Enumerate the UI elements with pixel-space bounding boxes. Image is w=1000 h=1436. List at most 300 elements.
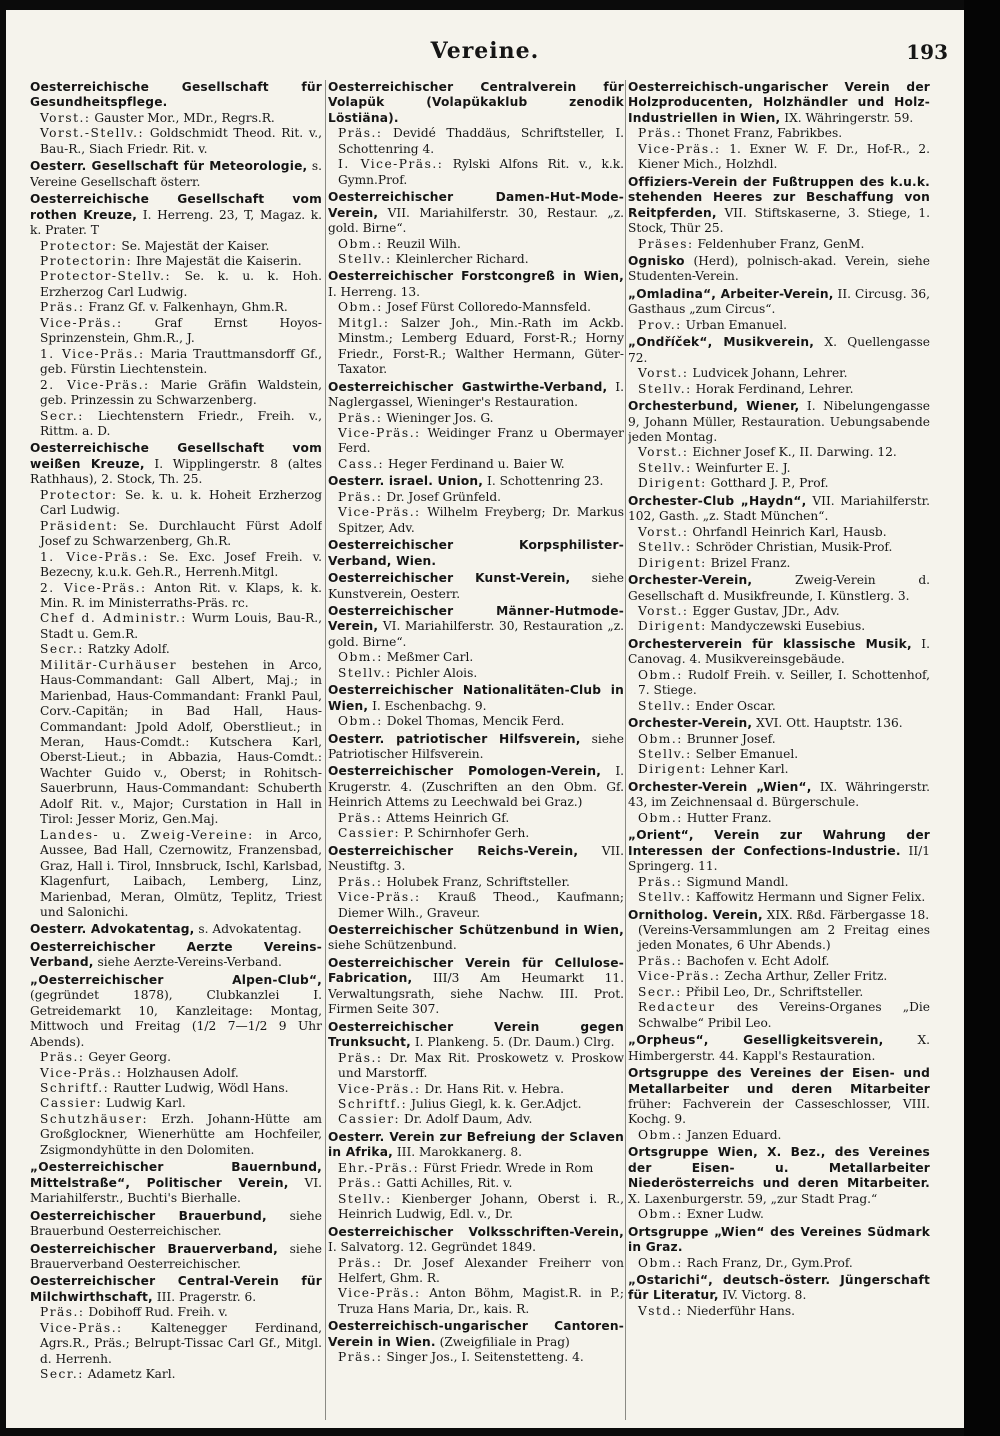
officer-role: Cassier:: [338, 826, 401, 841]
officer-name: Rach Franz, Dr., Gym.Prof.: [686, 1255, 853, 1270]
entry-officer-line: [30, 409, 322, 440]
entry-details: I. Herreng. 13.: [328, 284, 421, 299]
directory-entry: [328, 1020, 624, 1128]
officer-role: Präs.:: [338, 410, 383, 425]
directory-entry: [328, 604, 624, 681]
officer-role: Ehr.-Präs.:: [338, 1160, 420, 1175]
officer-role: 2. Vice-Präs.:: [40, 377, 150, 392]
entry-name: Oesterr. Gesellschaft für Meteorologie,: [30, 159, 308, 174]
officer-name: Geyer Georg.: [88, 1050, 171, 1065]
directory-entry: [328, 474, 624, 536]
entry-details: X. Quellengasse 72.: [628, 335, 930, 365]
officer-name: Wurm Louis, Bau-R., Stadt u. Gem.R.: [40, 611, 322, 641]
directory-entry: [30, 192, 322, 439]
directory-entry: [628, 1066, 930, 1143]
officer-name: Horak Ferdinand, Lehrer.: [695, 381, 854, 396]
directory-entry: [30, 973, 322, 1158]
officer-name: Zecha Arthur, Zeller Fritz.: [724, 969, 888, 984]
directory-entry: [628, 573, 930, 635]
officer-role: Stellv.:: [638, 460, 692, 475]
officer-name: Ludvicek Johann, Lehrer.: [692, 366, 848, 381]
officer-role: Präs.:: [338, 874, 383, 889]
entry-details: I. Krugerstr. 4. (Zuschriften an den Obm. Gf. Heinrich Attems zu Leechwald bei Graz.): [328, 764, 624, 810]
entry-officer-line: [628, 1304, 930, 1319]
officer-name: Přibil Leo, Dr., Schriftsteller.: [685, 984, 864, 999]
entry-name: Oesterreichisch-ungarischer Cantoren-Verein in Wien.: [328, 1319, 624, 1349]
officer-name: Brizel Franz.: [710, 555, 791, 570]
entry-name: Oesterreichischer Korpsphilister-Verband, Wien.: [328, 538, 624, 568]
entry-details: (gegründet 1878), Clubkanzlei I. Getreidemarkt 10, Kanzleitage: Montag, Mittwoch und Freitag (1/2 7—1/2 9 Uhr Abends).: [30, 988, 322, 1049]
entry-name: Oesterreichische Gesellschaft vom rothen Kreuze,: [30, 192, 322, 222]
officer-role: Prov.:: [638, 317, 682, 332]
directory-entry: [30, 940, 322, 971]
officer-role: Secr.:: [40, 642, 84, 657]
entry-name: Oesterreichischer Pomologen-Verein,: [328, 764, 602, 779]
entry-officer-line: [30, 126, 322, 157]
entry-name: Oesterreichischer Männer-Hutmode-Verein,: [328, 603, 624, 634]
entry-officer-line: [628, 525, 930, 540]
entry-name: Oesterreichisch-ungarischer Verein der Holzproducenten, Holzhändler und Holz-Industriellen in Wien,: [628, 80, 930, 125]
page-title: Vereine.: [430, 38, 540, 64]
entry-details: II/1 Springerg. 11.: [628, 843, 930, 874]
officer-name: Liechtenstern Friedr., Freih. v., Rittm. a. D.: [40, 408, 322, 438]
entry-officer-line: [328, 811, 624, 826]
officer-role: Protectorin:: [40, 253, 133, 268]
entry-details: I. Salvatorg. 12. Gegründet 1849.: [328, 1240, 537, 1255]
entry-officer-line: [328, 875, 624, 890]
officer-role: Cass.:: [338, 456, 385, 471]
entry-details: (Zweigfiliale in Prag): [439, 1334, 570, 1349]
directory-entry: [628, 716, 930, 778]
directory-entry: [30, 1160, 322, 1206]
officer-role: Vorst.:: [40, 110, 91, 125]
entry-officer-line: [328, 126, 624, 157]
entry-name: Ornitholog. Verein,: [628, 907, 763, 922]
entry-officer-line: [30, 581, 322, 612]
officer-name: Singer Jos., I. Seitenstetteng. 4.: [386, 1350, 584, 1365]
officer-name: Niederführ Hans.: [686, 1303, 796, 1318]
officer-role: Präs.:: [338, 810, 383, 825]
officer-name: Se. Durchlaucht Fürst Adolf Josef zu Schwarzenberg, Gh.R.: [40, 518, 322, 549]
entry-officer-line: [30, 1112, 322, 1158]
officer-role: Protector:: [40, 238, 118, 253]
directory-entry: [328, 1130, 624, 1223]
entry-officer-line: [30, 1096, 322, 1111]
entry-details: VII. Neustiftg. 3.: [328, 843, 624, 874]
entry-officer-line: [30, 519, 322, 550]
entry-officer-line: [328, 1176, 624, 1191]
officer-name: Gatti Achilles, Rit. v.: [386, 1176, 513, 1191]
officer-role: Präs.:: [40, 300, 85, 315]
entry-details: siehe Aerzte-Vereins-Verband.: [97, 955, 282, 970]
officer-role: Vice-Präs.:: [40, 1320, 123, 1335]
officer-role: Vstd.:: [638, 1303, 683, 1318]
entry-officer-line: [628, 969, 930, 984]
directory-entry: [328, 269, 624, 377]
directory-entry: [628, 80, 930, 173]
entry-details: I. Naglergassel, Wieninger's Restauration.: [328, 379, 624, 410]
officer-name: Schröder Christian, Musik-Prof.: [695, 540, 893, 555]
officer-role: Präs.:: [338, 1176, 383, 1191]
entry-name: Oesterreichischer Brauerverband,: [30, 1241, 278, 1256]
officer-name: Lehner Karl.: [710, 762, 789, 777]
entry-name: Ortsgruppe „Wien“ des Vereines Südmark in Graz.: [628, 1224, 930, 1255]
entry-officer-line: [628, 142, 930, 173]
entry-officer-line: [628, 1128, 930, 1143]
entry-officer-line: [30, 1050, 322, 1065]
entry-details: II. Circusg. 36, Gasthaus „zum Circus“.: [628, 286, 930, 317]
entry-name: Orchesterbund, Wiener,: [628, 399, 800, 414]
officer-name: Dokel Thomas, Mencik Ferd.: [386, 714, 565, 729]
entry-name: Oesterreichischer Central-Verein für Milchwirthschaft,: [30, 1274, 322, 1304]
entry-details: I. Wipplingerstr. 8 (altes Rathhaus), 2. Stock, Th. 25.: [30, 456, 322, 487]
officer-role: Schriftf.:: [40, 1081, 110, 1095]
officer-role: Präs.:: [40, 1050, 85, 1065]
entry-officer-line: [328, 1256, 624, 1287]
entry-officer-line: [30, 1321, 322, 1367]
directory-entry: [328, 844, 624, 921]
entry-name: Ortsgruppe Wien, X. Bez., des Vereines der Eisen- u. Metallarbeiter Niederösterreichs und deren Mitarbeiter.: [628, 1145, 930, 1191]
directory-entry: [30, 922, 322, 937]
directory-entry: [328, 1319, 624, 1365]
officer-name: Attems Heinrich Gf.: [386, 810, 510, 825]
entry-officer-line: [628, 985, 930, 1000]
entry-officer-line: [30, 1066, 322, 1081]
officer-name: Fürst Friedr. Wrede in Rom: [423, 1160, 594, 1175]
entry-officer-line: [628, 461, 930, 476]
directory-entry: [628, 335, 930, 397]
officer-role: Vice-Präs.:: [40, 1065, 123, 1080]
directory-entry: [328, 538, 624, 569]
officer-role: Präsident:: [40, 518, 119, 533]
officer-role: Präs.:: [338, 489, 383, 504]
entry-details: I. Herreng. 23, T, Magaz. k. k. Prater. T: [30, 207, 322, 238]
directory-entry: [628, 1273, 930, 1319]
page-edge-shadow: [964, 0, 1000, 1436]
directory-entry: [328, 80, 624, 188]
officer-role: Chef d. Administr.:: [40, 611, 187, 626]
entry-officer-line: [30, 254, 322, 269]
directory-entry: [628, 399, 930, 492]
entry-name: Oesterr. Advokatentag,: [30, 922, 195, 937]
entry-name: Oesterreichischer Nationalitäten-Club in Wien,: [328, 683, 624, 713]
officer-name: Kienberger Johann, Oberst i. R., Heinrich Ludwig, Edl. v., Dr.: [338, 1191, 624, 1222]
entry-officer-line: [628, 382, 930, 397]
directory-entry: [30, 441, 322, 920]
officer-role: Landes- u. Zweig-Vereine:: [40, 827, 254, 842]
officer-name: Janzen Eduard.: [686, 1127, 782, 1142]
officer-role: Vorst.:: [638, 524, 689, 539]
officer-role: Obm.:: [338, 300, 383, 315]
column-divider: [325, 80, 326, 1420]
officer-role: 1. Vice-Präs.:: [40, 549, 149, 564]
entry-officer-line: [628, 954, 930, 969]
officer-role: Militär-Curhäuser: [40, 657, 178, 672]
officer-name: (Vereins-Versammlungen am 2 Freitag eines jeden Monates, 6 Uhr Abends.): [638, 923, 930, 953]
entry-details: siehe Kunstverein, Oesterr.: [328, 571, 624, 601]
officer-name: Ohrfandl Heinrich Karl, Hausb.: [692, 524, 887, 539]
entry-officer-line: [30, 1367, 322, 1382]
entry-officer-line: [328, 300, 624, 315]
entry-officer-line: [30, 550, 322, 581]
directory-entry: [328, 683, 624, 729]
officer-name: Wieninger Jos. G.: [386, 410, 494, 425]
officer-role: Präs.:: [638, 126, 683, 141]
page-header: [6, 38, 964, 72]
officer-name: Urban Emanuel.: [685, 317, 787, 332]
entry-officer-line: [328, 1112, 624, 1127]
entry-name: Orchester-Verein,: [628, 716, 753, 731]
officer-role: Vice-Präs.:: [40, 315, 123, 330]
entry-officer-line: [30, 828, 322, 921]
entry-details: IX. Währingerstr. 59.: [784, 110, 914, 125]
officer-name: Kaffowitz Hermann und Signer Felix.: [695, 890, 926, 905]
officer-name: Se. Exc. Josef Freih. v. Bezecny, k.u.k. Geh.R., Herrenh.Mitgl.: [40, 549, 322, 580]
officer-role: Schriftf.:: [338, 1097, 408, 1111]
officer-role: Vorst.:: [638, 366, 689, 381]
entry-officer-line: [628, 366, 930, 381]
officer-role: Stellv.:: [638, 698, 692, 713]
entry-officer-line: [30, 1305, 322, 1320]
entry-officer-line: [328, 1097, 624, 1112]
officer-name: Brunner Josef.: [686, 731, 776, 746]
entry-officer-line: [30, 300, 322, 315]
entry-officer-line: [628, 619, 930, 634]
entry-officer-line: [30, 378, 322, 409]
entry-officer-line: [628, 318, 930, 333]
officer-role: Stellv.:: [638, 540, 692, 555]
page-number: 193: [906, 40, 948, 64]
officer-role: Obm.:: [638, 731, 683, 746]
entry-officer-line: [628, 604, 930, 619]
officer-name: Se. k. u. k. Hoh. Erzherzog Carl Ludwig.: [40, 269, 322, 299]
officer-name: Se. Majestät der Kaiser.: [121, 238, 270, 253]
officer-name: Krauß Theod., Kaufmann; Diemer Wilh., Graveur.: [338, 890, 624, 920]
officer-role: Secr.:: [40, 408, 84, 423]
entry-details: III/3 Am Heumarkt 11. Verwaltungsrath, siehe Nachw. III. Prot. Firmen Seite 307.: [328, 971, 624, 1017]
entry-name: „Oesterreichischer Bauernbund, Mittelstraße“, Politischer Verein,: [30, 1160, 322, 1190]
entry-name: Oesterreichischer Aerzte Vereins-Verband,: [30, 939, 322, 970]
officer-role: Obm.:: [338, 236, 383, 251]
officer-name: Exner Ludw.: [686, 1207, 764, 1222]
entry-officer-line: [628, 1256, 930, 1271]
officer-name: Dr. Max Rit. Proskowetz v. Proskow und Marstorff.: [338, 1050, 624, 1081]
officer-name: Mandyczewski Eusebius.: [710, 619, 866, 634]
column-middle: [328, 80, 624, 1420]
entry-officer-line: [628, 668, 930, 699]
directory-entry: [328, 1225, 624, 1318]
directory-entry: [30, 159, 322, 190]
officer-role: Protector:: [40, 487, 118, 502]
entry-officer-line: [328, 1082, 624, 1097]
officer-role: Präses:: [638, 236, 694, 251]
entry-officer-line: [328, 1192, 624, 1223]
entry-details: früher: Fachverein der Casseschlosser, VIII. Kochg. 9.: [628, 1097, 930, 1127]
officer-name: Dr. Josef Grünfeld.: [386, 489, 502, 504]
entry-officer-line: [30, 269, 322, 300]
entry-details: s. Vereine Gesellschaft österr.: [30, 159, 322, 189]
entry-name: „Omladina“, Arbeiter-Verein,: [628, 286, 834, 301]
entry-officer-line: [328, 316, 624, 378]
entry-details: VII. Stiftskaserne, 3. Stiege, 1. Stock, Thür 25.: [628, 205, 930, 236]
directory-entry: [628, 908, 930, 1032]
entry-name: „Orpheus“, Geselligkeitsverein,: [628, 1033, 884, 1048]
officer-name: Bachofen v. Echt Adolf.: [686, 953, 830, 968]
entry-officer-line: [628, 540, 930, 555]
entry-name: Offiziers-Verein der Fußtruppen des k.u.k. stehenden Heeres zur Beschaffung von Reitpferden,: [628, 174, 930, 220]
officer-role: Dirigent:: [638, 476, 707, 491]
entry-details: siehe Patriotischer Hilfsverein.: [328, 731, 624, 762]
directory-entry: [628, 637, 930, 714]
officer-role: Obm.:: [638, 1207, 683, 1222]
officer-name: Graf Ernst Hoyos-Sprinzenstein, Ghm.R., J.: [40, 315, 322, 346]
entry-details: VI. Mariahilferstr. 30, Restauration „z. gold. Birne“.: [328, 619, 624, 649]
entry-officer-line: [30, 642, 322, 657]
officer-role: Vorst.-Stellv.:: [40, 126, 145, 141]
entry-details: siehe Schützenbund.: [328, 938, 457, 953]
officer-role: Secr.:: [638, 984, 682, 999]
officer-name: Reuzil Wilh.: [386, 236, 461, 251]
officer-role: Stellv.:: [638, 890, 692, 905]
officer-role: Vice-Präs.:: [338, 1286, 421, 1301]
entry-officer-line: [30, 347, 322, 378]
officer-role: Stellv.:: [338, 1191, 392, 1206]
entry-name: Oesterr. israel. Union,: [328, 474, 484, 489]
entry-officer-line: [628, 476, 930, 491]
officer-name: Holzhausen Adolf.: [126, 1065, 239, 1080]
entry-officer-line: [30, 488, 322, 519]
entry-officer-line: [628, 699, 930, 714]
officer-role: Präs.:: [40, 1305, 85, 1320]
officer-role: Protector-Stellv.:: [40, 269, 172, 284]
directory-entry: [328, 732, 624, 763]
officer-role: Obm.:: [338, 714, 383, 729]
entry-name: „Ostarichi“, deutsch-österr. Jüngerschaft für Literatur,: [628, 1272, 930, 1303]
officer-name: Dobihoff Rud. Freih. v.: [88, 1305, 228, 1320]
officer-name: in Arco, Aussee, Bad Hall, Czernowitz, Franzensbad, Graz, Hall i. Tirol, Innsbruck, Ischl, Karlsbad, Klagenfurt, Laibach, Lemberg, Linz, Marienbad, Meran, Olmütz, Teplitz, Triest und Salonichi.: [40, 827, 322, 920]
entry-officer-line: [328, 650, 624, 665]
officer-name: Heger Ferdinand u. Baier W.: [387, 456, 565, 471]
officer-role: Dirigent:: [638, 762, 707, 777]
officer-name: Rautter Ludwig, Wödl Hans.: [113, 1081, 289, 1095]
officer-role: Dirigent:: [638, 619, 707, 634]
entry-officer-line: [628, 747, 930, 762]
directory-page: [6, 10, 964, 1428]
officer-role: Mitgl.:: [338, 315, 390, 330]
officer-name: Ludwig Karl.: [106, 1096, 186, 1111]
directory-entry: [328, 380, 624, 473]
entry-name: Oesterreichischer Verein gegen Trunksucht,: [328, 1019, 624, 1050]
entry-name: Oesterreichischer Forstcongreß in Wien,: [328, 269, 624, 284]
entry-officer-line: [328, 490, 624, 505]
officer-name: Pichler Alois.: [395, 665, 478, 680]
entry-officer-line: [30, 316, 322, 347]
officer-name: Erzh. Johann-Hütte am Großglockner, Wienerhütte am Hochfeiler, Zsigmondyhütte in den Dolomiten.: [40, 1111, 322, 1157]
directory-entry: [628, 494, 930, 571]
officer-name: Josef Fürst Colloredo-Mannsfeld.: [386, 300, 592, 315]
directory-entry: [328, 764, 624, 841]
entry-details: IV. Victorg. 8.: [722, 1288, 807, 1303]
officer-name: Holubek Franz, Schriftsteller.: [386, 874, 570, 889]
entry-officer-line: [328, 457, 624, 472]
officer-role: Präs.:: [638, 953, 683, 968]
entry-officer-line: [30, 1081, 322, 1096]
entry-officer-line: [30, 611, 322, 642]
entry-details: (Herd), polnisch-akad. Verein, siehe Studenten-Verein.: [628, 253, 930, 284]
officer-name: Devidé Thaddäus, Schriftsteller, I. Schottenring 4.: [338, 126, 624, 156]
officer-name: bestehen in Arco, Haus-Commandant: Gall Albert, Maj.; in Marienbad, Haus-Commandant: Frankl Paul, Corv.-Capitän; in Bad Hall, Haus-Commandant: Jpold Adolf, Oberstlieut.; in Meran, Haus-Comdt.: Kutschera Karl, Oberst-Lieut.; in Abbazia, Haus-Comdt.: Wachter Guido v., Oberst; in Rohitsch-Sauerbrunn, Haus-Commandant: Schuberth Adolf Rit. v., Major; Curstation in Hall in Tirol: Jesser Moriz, Gen.Maj.: [40, 657, 322, 827]
entry-details: I. Plankeng. 5. (Dr. Daum.) Clrg.: [414, 1035, 615, 1050]
entry-details: VI. Mariahilferstr., Buchti's Bierhalle.: [30, 1175, 322, 1206]
officer-name: Ender Oscar.: [695, 698, 776, 713]
entry-officer-line: [328, 411, 624, 426]
directory-entry: [30, 1242, 322, 1273]
entry-name: Oesterreichischer Verein für Cellulose-Fabrication,: [328, 955, 624, 986]
officer-name: Adametz Karl.: [87, 1367, 176, 1382]
directory-entry: [628, 287, 930, 333]
directory-entry: [628, 1145, 930, 1222]
officer-name: Dr. Josef Alexander Freiherr von Helfert, Ghm. R.: [338, 1255, 624, 1285]
officer-name: Sigmund Mandl.: [686, 874, 789, 889]
entry-name: Oesterr. Verein zur Befreiung der Sclaven in Afrika,: [328, 1129, 624, 1160]
officer-name: Anton Böhm, Magist.R. in P.; Truza Hans Maria, Dr., kais. R.: [338, 1286, 624, 1316]
directory-entry: [30, 1274, 322, 1382]
entry-officer-line: [628, 762, 930, 777]
directory-entry: [628, 780, 930, 826]
officer-name: Selber Emanuel.: [695, 747, 799, 762]
entry-name: Orchesterverein für klassische Musik,: [628, 636, 912, 651]
column-divider: [625, 80, 626, 1420]
entry-name: Oesterreichischer Centralverein für Volapük (Volapükaklub zenodik Löstiäna).: [328, 80, 624, 125]
column-left: [30, 80, 322, 1420]
officer-name: Thonet Franz, Fabrikbes.: [686, 126, 843, 141]
officer-role: Stellv.:: [638, 381, 692, 396]
entry-details: I. Canovag. 4. Musikvereinsgebäude.: [628, 636, 930, 667]
entry-officer-line: [328, 157, 624, 188]
entry-officer-line: [628, 811, 930, 826]
directory-entry: [628, 254, 930, 285]
entry-name: Oesterreichische Gesellschaft für Gesundheitspflege.: [30, 80, 322, 110]
officer-role: Vorst.:: [638, 445, 689, 460]
officer-role: Vice-Präs.:: [638, 969, 721, 984]
directory-entry: [328, 956, 624, 1018]
entry-name: Orchester-Verein „Wien“,: [628, 779, 812, 794]
entry-details: IX. Währingerstr. 43, im Zeichnensaal d. Bürgerschule.: [628, 779, 930, 810]
entry-name: „Ondříček“, Musikverein,: [628, 335, 815, 350]
entry-officer-line: [328, 666, 624, 681]
directory-entry: [628, 1225, 930, 1271]
entry-details: X. Laxenburgerstr. 59, „zur Stadt Prag.“: [628, 1191, 878, 1206]
entry-officer-line: [328, 1350, 624, 1365]
officer-name: Ihre Majestät die Kaiserin.: [136, 253, 302, 268]
officer-name: Rylski Alfons Rit. v., k.k. Gymn.Prof.: [338, 157, 624, 187]
officer-role: Dirigent:: [638, 555, 707, 570]
entry-name: Oesterreichischer Brauerbund,: [30, 1208, 267, 1223]
entry-name: Oesterreichische Gesellschaft vom weißen Kreuze,: [30, 441, 322, 471]
officer-role: 2. Vice-Präs.:: [40, 580, 147, 595]
officer-name: Salzer Joh., Min.-Rath im Ackb. Minstm.; Lemberg Eduard, Forst-R.; Horny Friedr., Forst-R.; Walther Hermann, Güter-Taxator.: [338, 315, 624, 377]
officer-name: 1. Exner W. F. Dr., Hof-R., 2. Kiener Mich., Holzhdl.: [638, 141, 930, 172]
entry-name: Ortsgruppe des Vereines der Eisen- und Metallarbeiter und deren Mitarbeiter: [628, 1066, 930, 1096]
officer-name: Se. k. u. k. Hoheit Erzherzog Carl Ludwig.: [40, 487, 322, 518]
officer-role: Stellv.:: [338, 251, 392, 266]
officer-role: Redacteur: [638, 1000, 716, 1015]
directory-entry: [328, 190, 624, 267]
officer-name: Gauster Mor., MDr., Regrs.R.: [94, 110, 275, 125]
directory-entry: [328, 923, 624, 954]
entry-name: Orchester-Verein,: [628, 573, 753, 588]
officer-name: Franz Gf. v. Falkenhayn, Ghm.R.: [88, 300, 288, 315]
